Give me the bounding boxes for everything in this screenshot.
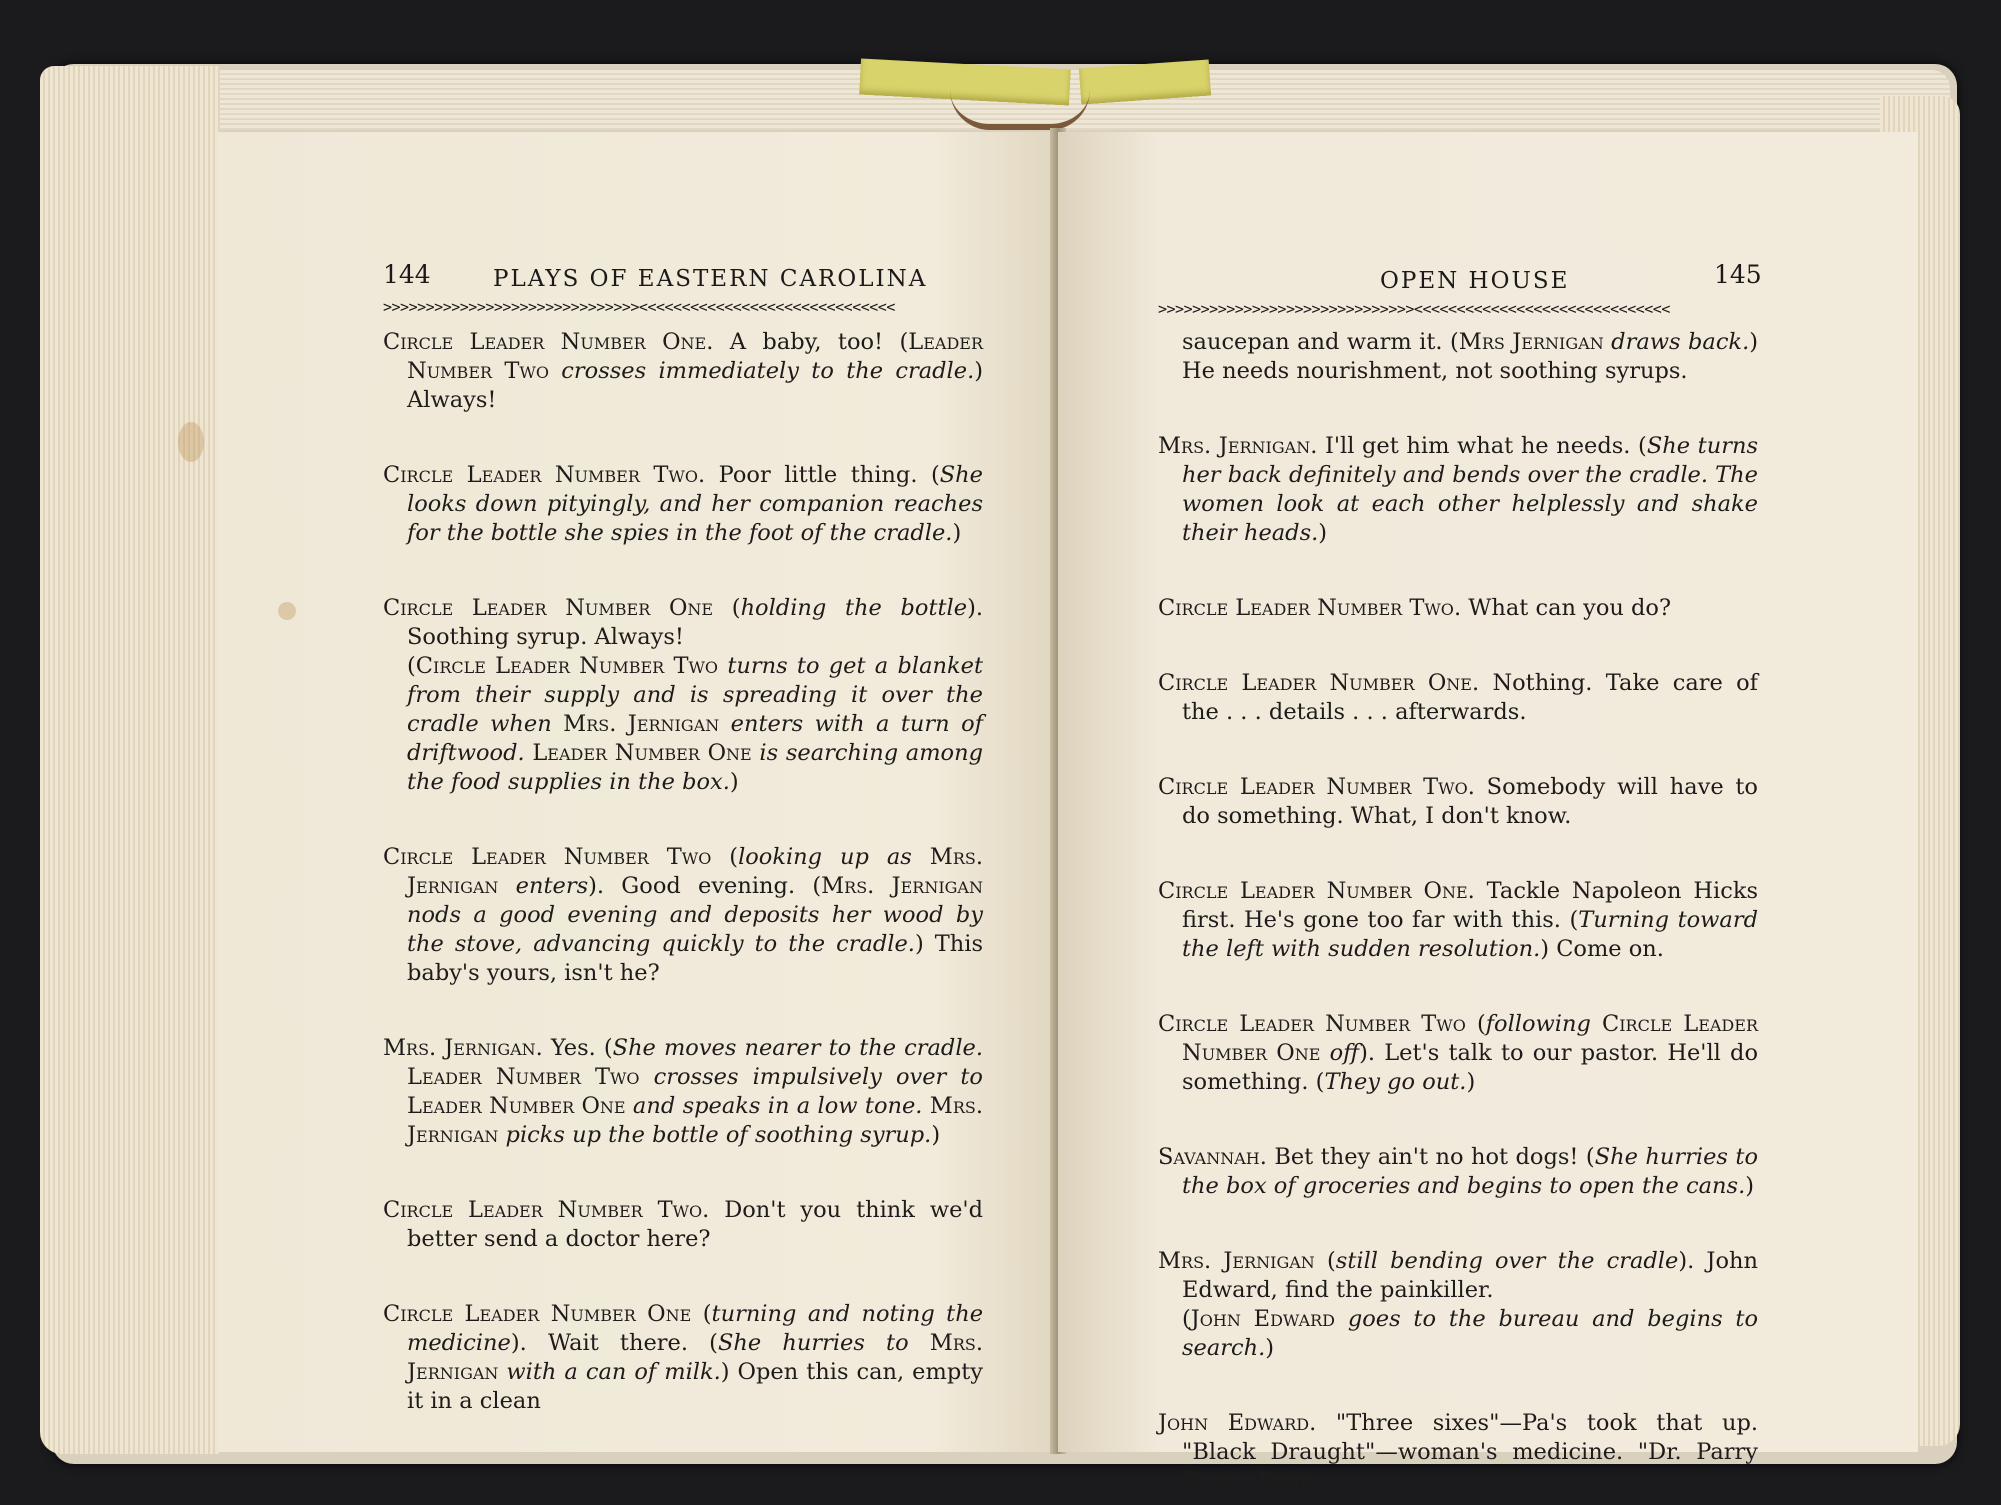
ornament-rule: >>>>>>>>>>>>>>>>>>>>>>>>>>>>>><<<<<<<<<<<<<<<<<<<<<<<<<<<<<< bbox=[383, 298, 895, 316]
dialogue-paragraph: Mrs. Jernigan. I'll get him what he needs. (She turns her back definitely and bends over the cradle. The women look at each other helplessly and shake their heads.) bbox=[1158, 433, 1758, 546]
dialogue-paragraph: Savannah. Bet they ain't no hot dogs! (She hurries to the box of groceries and begins to open the cans.) bbox=[1158, 1144, 1758, 1199]
dialogue-paragraph: Circle Leader Number Two. What can you do? bbox=[1158, 595, 1672, 621]
stage-direction: (John Edward goes to the bureau and begins to search.) bbox=[1182, 1306, 1759, 1361]
page-stain bbox=[178, 422, 204, 462]
page-number: 145 bbox=[1714, 260, 1762, 289]
dialogue-paragraph: Circle Leader Number Two. Don't you think we'd better send a doctor here? bbox=[383, 1197, 983, 1252]
page-number: 144 bbox=[383, 260, 431, 289]
dialogue-paragraph: Mrs. Jernigan (still bending over the cradle). John Edward, find the painkiller. bbox=[1158, 1248, 1758, 1303]
dialogue-paragraph: Circle Leader Number Two (following Circle Leader Number One off). Let's talk to our pastor. He'll do something. (They go out.) bbox=[1158, 1011, 1758, 1095]
running-head: OPEN HOUSE bbox=[1380, 268, 1570, 294]
dialogue-paragraph: Circle Leader Number One (holding the bottle). Soothing syrup. Always! bbox=[383, 595, 983, 650]
right-page-text bbox=[1158, 328, 1758, 1496]
left-page-text bbox=[383, 328, 983, 1416]
dialogue-continuation: saucepan and warm it. (Mrs Jernigan draws back.) He needs nourishment, not soothing syrups. bbox=[1182, 329, 1758, 384]
dialogue-paragraph: Circle Leader Number Two. Poor little thing. (She looks down pityingly, and her companion reaches for the bottle she spies in the foot of the cradle.) bbox=[383, 462, 983, 546]
dialogue-paragraph: Circle Leader Number One. Tackle Napoleon Hicks first. He's gone too far with this. (Turning toward the left with sudden resolution.) Come on. bbox=[1158, 878, 1758, 962]
ornament-rule: >>>>>>>>>>>>>>>>>>>>>>>>>>>>>><<<<<<<<<<<<<<<<<<<<<<<<<<<<<< bbox=[1158, 300, 1670, 318]
dialogue-paragraph: John Edward. "Three sixes"—Pa's took that up. "Black Draught"—woman's medicine. "Dr. Parry Davis' Pain- bbox=[1158, 1410, 1758, 1494]
dialogue-paragraph: Circle Leader Number Two. Somebody will have to do something. What, I don't know. bbox=[1158, 774, 1758, 829]
stage-direction: (Circle Leader Number Two turns to get a blanket from their supply and is spreading it over the cradle when Mrs. Jernigan enters with a turn of driftwood. Leader Number One is searching among the food supplies in the box.) bbox=[407, 653, 984, 795]
left-page bbox=[218, 132, 1058, 1452]
running-head: PLAYS OF EASTERN CAROLINA bbox=[493, 266, 928, 292]
dialogue-paragraph: Mrs. Jernigan. Yes. (She moves nearer to the cradle. Leader Number Two crosses impulsively over to Leader Number One and speaks in a low tone. Mrs. Jernigan picks up the bottle of soothing syrup.) bbox=[383, 1035, 983, 1148]
dialogue-paragraph: Circle Leader Number One. Nothing. Take care of the . . . details . . . afterwards. bbox=[1158, 670, 1758, 725]
page-edges-left bbox=[40, 66, 220, 1454]
right-page bbox=[1058, 132, 1918, 1494]
dialogue-paragraph: Circle Leader Number One. A baby, too! (Leader Number Two crosses immediately to the cradle.) Always! bbox=[383, 329, 983, 413]
headband-cord bbox=[950, 90, 1090, 130]
dialogue-paragraph: Circle Leader Number One (turning and noting the medicine). Wait there. (She hurries to Mrs. Jernigan with a can of milk.) Open this can, empty it in a clean bbox=[383, 1301, 984, 1414]
page-stain bbox=[278, 602, 296, 620]
dialogue-paragraph: Circle Leader Number Two (looking up as Mrs. Jernigan enters). Good evening. (Mrs. Jernigan nods a good evening and deposits her wood by the stove, advancing quickly to the cradle.) This baby's yours, isn't he? bbox=[383, 844, 983, 986]
